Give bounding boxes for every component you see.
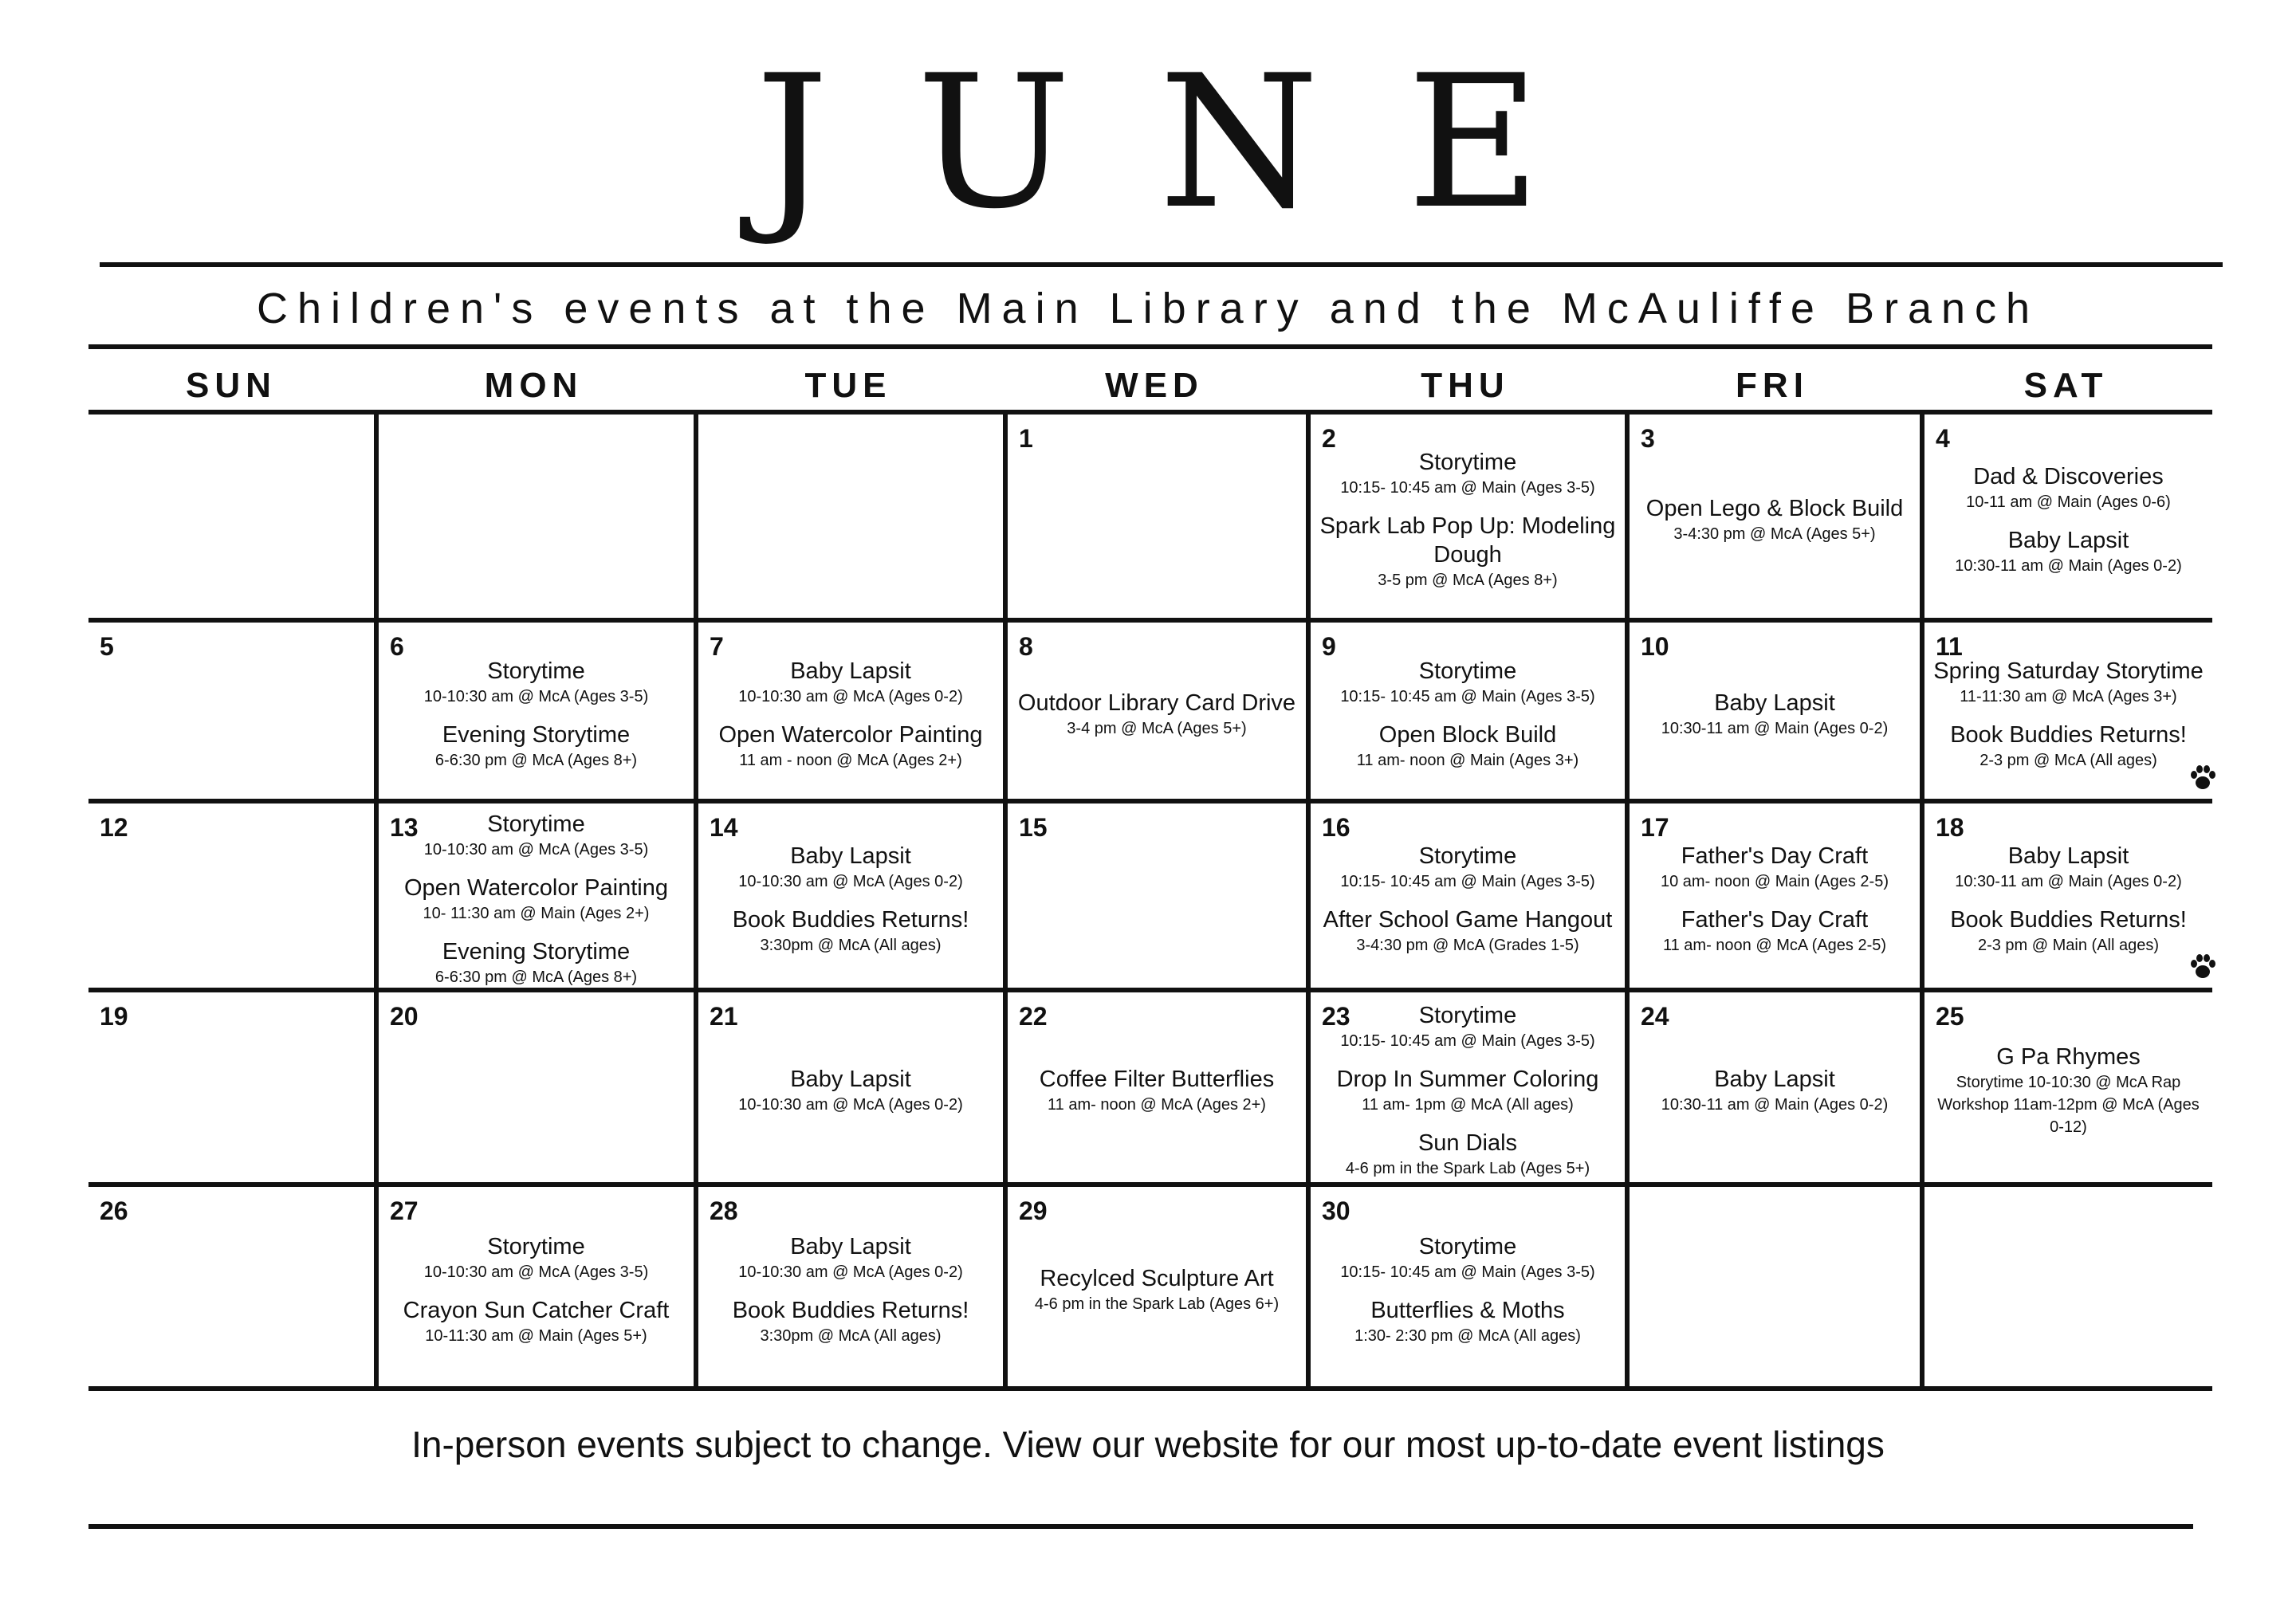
- day-cell: [1625, 1187, 1920, 1386]
- day-events: [1637, 1004, 1912, 1177]
- day-number: 7: [710, 632, 724, 661]
- day-number: 2: [1322, 424, 1336, 453]
- event-item: [1340, 1232, 1594, 1283]
- day-events: [1319, 1004, 1617, 1177]
- day-cell: [694, 804, 1003, 992]
- event-detail: 10-11:30 am @ Main (Ages 5+): [425, 1327, 647, 1345]
- day-number: 14: [710, 813, 738, 842]
- day-cell: [374, 1187, 694, 1386]
- event-name: Baby Lapsit: [1714, 690, 1835, 716]
- event-item: [1346, 1129, 1590, 1180]
- event-name: Evening Storytime: [442, 721, 631, 748]
- event-item: [424, 657, 649, 708]
- event-detail: 10:15- 10:45 am @ Main (Ages 3-5): [1340, 1032, 1595, 1050]
- day-number: 19: [100, 1002, 128, 1031]
- day-events: [387, 1004, 686, 1177]
- event-detail: 10:30-11 am @ Main (Ages 0-2): [1955, 872, 2182, 890]
- weekday-header-sat: SAT: [2023, 366, 2109, 405]
- day-events: [706, 634, 995, 794]
- event-item: [733, 1296, 969, 1347]
- event-detail: 10-10:30 am @ McA (Ages 3-5): [423, 1263, 649, 1281]
- day-cell: [1306, 1187, 1625, 1386]
- event-item: [1646, 494, 1903, 545]
- event-name: Dad & Discoveries: [1973, 463, 2164, 489]
- event-detail: 10-10:30 am @ McA (Ages 0-2): [738, 1263, 963, 1281]
- event-item: [435, 937, 637, 988]
- day-number: 28: [710, 1196, 738, 1225]
- bottom-divider: [88, 1524, 2193, 1529]
- event-name: Storytime: [1418, 658, 1517, 684]
- day-events: [1637, 1198, 1912, 1381]
- day-cell: [1003, 804, 1306, 992]
- weekday-header-wed: WED: [1105, 366, 1204, 405]
- day-cell: [1003, 992, 1306, 1187]
- event-item: [1950, 721, 2187, 772]
- event-detail: 10-10:30 am @ McA (Ages 0-2): [738, 687, 963, 705]
- event-name: Drop In Summer Coloring: [1336, 1067, 1599, 1092]
- event-name: Storytime: [1418, 1234, 1517, 1259]
- day-events: [1319, 815, 1617, 983]
- event-item: [1357, 721, 1578, 772]
- day-cell: [694, 992, 1003, 1187]
- event-name: Father's Day Craft: [1681, 843, 1869, 869]
- day-number: 13: [390, 813, 419, 842]
- paw-print-icon: [2187, 951, 2219, 983]
- event-detail: 10:15- 10:45 am @ Main (Ages 3-5): [1340, 872, 1595, 890]
- day-number: 8: [1019, 632, 1033, 661]
- day-events: [1319, 634, 1617, 794]
- day-number: 22: [1019, 1002, 1048, 1031]
- day-events: [96, 815, 366, 983]
- day-events: [1932, 634, 2204, 794]
- event-detail: 11 am - noon @ McA (Ages 2+): [739, 751, 962, 769]
- day-cell: [1306, 623, 1625, 804]
- day-events: [96, 1004, 366, 1177]
- event-item: [738, 1065, 963, 1116]
- footer-note: In-person events subject to change. View our website for our most up-to-date event listings: [411, 1424, 1885, 1465]
- event-item: [1661, 842, 1889, 893]
- day-cell: [1625, 992, 1920, 1187]
- day-cell: [694, 623, 1003, 804]
- day-cell: [374, 992, 694, 1187]
- event-name: Baby Lapsit: [790, 658, 911, 684]
- event-name: Baby Lapsit: [790, 1067, 911, 1092]
- event-name: Book Buddies Returns!: [732, 906, 969, 933]
- event-detail: 6-6:30 pm @ McA (Ages 8+): [434, 751, 638, 769]
- event-detail: 11-11:30 am @ McA (Ages 3+): [1960, 687, 2177, 705]
- day-cell: [1003, 623, 1306, 804]
- event-item: [1337, 1065, 1599, 1116]
- event-detail: 10 am- noon @ Main (Ages 2-5): [1661, 872, 1889, 890]
- event-name: Evening Storytime: [442, 938, 631, 965]
- day-number: 4: [1936, 424, 1950, 453]
- day-events: [706, 815, 995, 983]
- event-item: [1319, 512, 1617, 591]
- event-name: Father's Day Craft: [1681, 906, 1869, 933]
- event-detail: 4-6 pm in the Spark Lab (Ages 6+): [1034, 1295, 1280, 1313]
- event-item: [1950, 906, 2187, 957]
- day-number: 10: [1641, 632, 1669, 661]
- event-detail: 10:30-11 am @ Main (Ages 0-2): [1955, 556, 2182, 575]
- day-number: 30: [1322, 1196, 1350, 1225]
- day-number: 17: [1641, 813, 1669, 842]
- event-name: Open Block Build: [1378, 721, 1557, 748]
- day-cell: [694, 415, 1003, 623]
- event-name: Coffee Filter Butterflies: [1039, 1067, 1275, 1092]
- event-detail: 10:15- 10:45 am @ Main (Ages 3-5): [1340, 687, 1595, 705]
- day-number: 21: [710, 1002, 738, 1031]
- event-name: Baby Lapsit: [1714, 1067, 1835, 1092]
- day-events: [387, 634, 686, 794]
- event-item: [1340, 1001, 1594, 1052]
- day-events: [387, 1198, 686, 1381]
- event-item: [424, 1232, 649, 1283]
- event-item: [738, 1232, 963, 1283]
- event-name: G Pa Rhymes: [1996, 1044, 2141, 1070]
- event-item: [435, 721, 637, 772]
- event-detail: 10- 11:30 am @ Main (Ages 2+): [423, 904, 650, 922]
- day-cell: [374, 804, 694, 992]
- event-detail: 10-10:30 am @ McA (Ages 0-2): [738, 1096, 963, 1114]
- day-cell: [1306, 804, 1625, 992]
- event-item: [403, 1296, 670, 1347]
- event-detail: 2-3 pm @ McA (All ages): [1980, 751, 2157, 769]
- day-cell: [1625, 623, 1920, 804]
- event-detail: 10-10:30 am @ McA (Ages 3-5): [423, 840, 649, 859]
- event-item: [424, 810, 649, 861]
- event-detail: 11 am- 1pm @ McA (All ages): [1362, 1096, 1574, 1114]
- event-detail: 11 am- noon @ McA (Ages 2-5): [1662, 936, 1887, 954]
- event-name: Open Lego & Block Build: [1645, 495, 1904, 521]
- event-detail: 10:15- 10:45 am @ Main (Ages 3-5): [1340, 1263, 1595, 1281]
- day-cell: [88, 623, 374, 804]
- event-name: Baby Lapsit: [2007, 527, 2129, 553]
- day-number: 6: [390, 632, 404, 661]
- event-name: Baby Lapsit: [790, 1234, 911, 1259]
- event-name: Outdoor Library Card Drive: [1017, 690, 1296, 716]
- event-name: Book Buddies Returns!: [732, 1298, 969, 1323]
- weekday-header-tue: TUE: [804, 366, 892, 405]
- day-events: [1932, 1004, 2204, 1177]
- day-events: [706, 426, 995, 613]
- day-number: 23: [1322, 1002, 1350, 1031]
- event-item: [1955, 526, 2182, 577]
- event-item: [719, 721, 983, 772]
- day-cell: [1920, 992, 2212, 1187]
- day-cell: [1306, 992, 1625, 1187]
- event-item: [1340, 842, 1594, 893]
- event-name: Butterflies & Moths: [1370, 1298, 1565, 1323]
- day-cell: [1306, 415, 1625, 623]
- day-number: 24: [1641, 1002, 1669, 1031]
- day-events: [96, 426, 366, 613]
- day-events: [1016, 815, 1298, 983]
- day-events: [387, 811, 686, 986]
- day-events: [1932, 426, 2204, 613]
- event-name: Book Buddies Returns!: [1950, 906, 2187, 933]
- day-events: [96, 1198, 366, 1381]
- day-cell: [1920, 804, 2212, 992]
- day-events: [1016, 426, 1298, 613]
- day-cell: [1625, 415, 1920, 623]
- weekday-header-thu: THU: [1421, 366, 1510, 405]
- event-item: [1340, 657, 1594, 708]
- event-item: [1323, 906, 1613, 957]
- day-events: [706, 1004, 995, 1177]
- day-number: 25: [1936, 1002, 1964, 1031]
- event-detail: 10-11 am @ Main (Ages 0-6): [1966, 493, 2171, 511]
- event-item: [1035, 1264, 1279, 1315]
- event-item: [1661, 689, 1889, 740]
- day-cell: [1625, 804, 1920, 992]
- weekday-header-row: [88, 351, 2212, 415]
- event-item: [738, 657, 963, 708]
- event-item: [404, 874, 668, 925]
- day-number: 29: [1019, 1196, 1048, 1225]
- page-title: JUNE: [755, 37, 1629, 249]
- event-detail: 2-3 pm @ Main (All ages): [1977, 936, 2160, 954]
- event-detail: 3-5 pm @ McA (Ages 8+): [1378, 571, 1558, 589]
- event-name: Recylced Sculpture Art: [1040, 1266, 1274, 1291]
- event-item: [738, 842, 963, 893]
- day-number: 9: [1322, 632, 1336, 661]
- day-number: 18: [1936, 813, 1964, 842]
- event-detail: 10-10:30 am @ McA (Ages 0-2): [738, 872, 963, 890]
- day-events: [387, 426, 686, 613]
- event-detail: 10-10:30 am @ McA (Ages 3-5): [423, 687, 649, 705]
- day-number: 20: [390, 1002, 419, 1031]
- paw-print-icon: [2187, 762, 2219, 794]
- day-cell: [1920, 623, 2212, 804]
- weekday-header-sun: SUN: [186, 366, 277, 405]
- event-item: [1340, 448, 1594, 499]
- day-number: 27: [390, 1196, 419, 1225]
- event-name: After School Game Hangout: [1323, 906, 1613, 933]
- event-name: Storytime: [1418, 843, 1517, 869]
- event-item: [1040, 1065, 1274, 1116]
- day-number: 3: [1641, 424, 1655, 453]
- event-name: Spark Lab Pop Up: Modeling Dough: [1319, 513, 1616, 568]
- day-events: [1016, 1004, 1298, 1177]
- day-events: [1016, 1198, 1298, 1381]
- event-name: Open Watercolor Painting: [718, 721, 983, 748]
- event-detail: 4-6 pm in the Spark Lab (Ages 5+): [1345, 1160, 1590, 1177]
- event-name: Storytime: [487, 658, 585, 684]
- day-events: [706, 1198, 995, 1381]
- day-number: 15: [1019, 813, 1048, 842]
- event-name: Storytime: [1418, 1003, 1517, 1028]
- day-number: 12: [100, 813, 128, 842]
- day-events: [1932, 815, 2204, 983]
- event-name: Baby Lapsit: [2007, 843, 2129, 869]
- day-events: [1016, 634, 1298, 794]
- event-item: [733, 906, 969, 957]
- calendar-grid: [88, 410, 2212, 1391]
- event-name: Book Buddies Returns!: [1950, 721, 2187, 748]
- day-number: 5: [100, 632, 114, 661]
- event-detail: 3:30pm @ McA (All ages): [760, 1327, 942, 1345]
- event-name: Sun Dials: [1417, 1130, 1518, 1156]
- day-cell: [1003, 1187, 1306, 1386]
- event-detail: 10:15- 10:45 am @ Main (Ages 3-5): [1340, 478, 1595, 497]
- page-subtitle: Children's events at the Main Library and the McAuliffe Branch: [256, 285, 2040, 332]
- subtitle-divider: [88, 344, 2212, 349]
- day-cell: [88, 415, 374, 623]
- event-detail: 3-4 pm @ McA (Ages 5+): [1067, 719, 1247, 737]
- day-cell: [88, 1187, 374, 1386]
- event-detail: 10:30-11 am @ Main (Ages 0-2): [1661, 1096, 1889, 1114]
- event-detail: 1:30- 2:30 pm @ McA (All ages): [1354, 1327, 1581, 1345]
- event-item: [1955, 842, 2182, 893]
- event-detail: 11 am- noon @ McA (Ages 2+): [1048, 1096, 1266, 1114]
- day-events: [1637, 634, 1912, 794]
- day-number: 26: [100, 1196, 128, 1225]
- day-events: [1319, 426, 1617, 613]
- top-divider: [100, 262, 2223, 267]
- event-detail: 3-4:30 pm @ McA (Ages 5+): [1673, 525, 1876, 543]
- day-cell: [1003, 415, 1306, 623]
- day-cell: [374, 415, 694, 623]
- day-number: 11: [1936, 632, 1963, 661]
- event-item: [1966, 462, 2171, 513]
- day-cell: [694, 1187, 1003, 1386]
- day-number: 1: [1019, 424, 1033, 453]
- event-name: Baby Lapsit: [790, 843, 911, 869]
- event-detail: 6-6:30 pm @ McA (Ages 8+): [434, 968, 638, 986]
- weekday-header-fri: FRI: [1736, 366, 1809, 405]
- event-item: [1018, 689, 1295, 740]
- day-cell: [1920, 1187, 2212, 1386]
- day-number: 16: [1322, 813, 1350, 842]
- event-item: [1932, 1043, 2204, 1138]
- day-events: [1319, 1198, 1617, 1381]
- day-cell: [1920, 415, 2212, 623]
- day-cell: [374, 623, 694, 804]
- event-detail: 10:30-11 am @ Main (Ages 0-2): [1661, 719, 1889, 737]
- event-name: Storytime: [487, 811, 585, 837]
- event-detail: Storytime 10-10:30 @ McA Rap Workshop 11am-12pm @ McA (Ages 0-12): [1937, 1074, 2200, 1136]
- day-cell: [88, 804, 374, 992]
- day-events: [1637, 815, 1912, 983]
- event-detail: 3:30pm @ McA (All ages): [760, 936, 942, 954]
- event-detail: 11 am- noon @ Main (Ages 3+): [1356, 751, 1579, 769]
- event-name: Storytime: [1418, 449, 1517, 475]
- event-item: [1661, 1065, 1889, 1116]
- event-item: [1354, 1296, 1581, 1347]
- event-item: [1933, 657, 2203, 708]
- day-events: [1637, 426, 1912, 613]
- event-name: Crayon Sun Catcher Craft: [403, 1298, 670, 1323]
- weekday-header-mon: MON: [484, 366, 584, 405]
- day-cell: [88, 992, 374, 1187]
- event-item: [1663, 906, 1886, 957]
- event-detail: 3-4:30 pm @ McA (Grades 1-5): [1356, 936, 1579, 954]
- event-name: Storytime: [487, 1234, 585, 1259]
- day-events: [1932, 1198, 2204, 1381]
- day-events: [96, 634, 366, 794]
- event-name: Open Watercolor Painting: [404, 874, 668, 901]
- event-name: Spring Saturday Storytime: [1933, 658, 2204, 684]
